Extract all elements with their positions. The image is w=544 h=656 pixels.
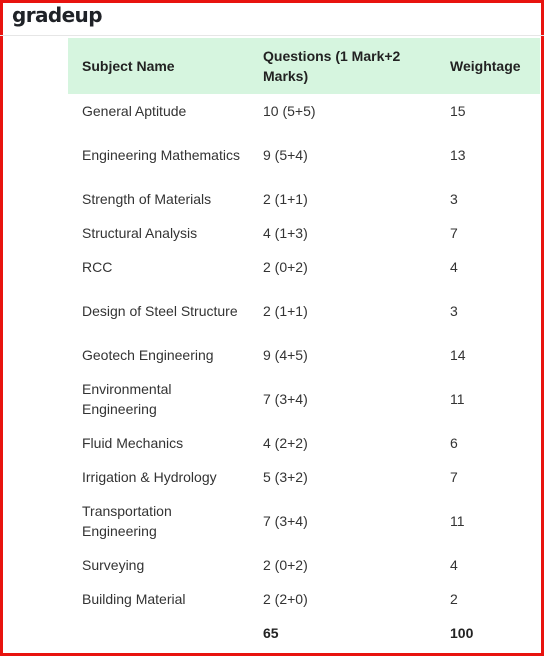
- cell-weightage: 3: [450, 191, 458, 207]
- total-questions: 65: [263, 625, 279, 641]
- cell-weightage: 11: [450, 513, 465, 529]
- cell-weightage: 7: [450, 225, 458, 241]
- weightage-table: [68, 38, 540, 650]
- table-row: [68, 128, 540, 182]
- cell-subject: Building Material: [82, 591, 186, 607]
- cell-questions: 7 (3+4): [263, 391, 308, 407]
- cell-questions: 4 (1+3): [263, 225, 308, 241]
- header-questions: Questions (1 Mark+2 Marks): [249, 38, 436, 94]
- table-row: [68, 372, 540, 426]
- total-label: [68, 616, 249, 650]
- cell-weightage: 4: [450, 557, 458, 573]
- cell-questions: 2 (1+1): [263, 191, 308, 207]
- table-row: [68, 426, 540, 460]
- cell-subject: Irrigation & Hydrology: [82, 469, 217, 485]
- cell-weightage: 11: [450, 391, 465, 407]
- cell-questions: 2 (0+2): [263, 557, 308, 573]
- cell-weightage: 13: [450, 147, 466, 163]
- cell-weightage: 2: [450, 591, 458, 607]
- table-row: [68, 548, 540, 582]
- total-weightage: 100: [450, 625, 474, 641]
- cell-weightage: 15: [450, 103, 466, 119]
- cell-questions: 2 (0+2): [263, 259, 308, 275]
- cell-subject: RCC: [82, 259, 113, 275]
- cell-questions: 5 (3+2): [263, 469, 308, 485]
- table-row: [68, 460, 540, 494]
- table-row: [68, 284, 540, 338]
- cell-subject: Strength of Materials: [82, 191, 212, 207]
- syllabus-weightage-section: [68, 38, 540, 650]
- cell-questions: 10 (5+5): [263, 103, 316, 119]
- table-row: [68, 338, 540, 372]
- table-row: [68, 216, 540, 250]
- cell-subject: Transportation Engineering: [82, 503, 172, 539]
- cell-subject: Structural Analysis: [82, 225, 198, 241]
- header-weightage: Weightage: [436, 38, 540, 94]
- table-row: [68, 182, 540, 216]
- table-header-row: [68, 38, 540, 94]
- header-divider: [0, 35, 544, 36]
- table-total-row: [68, 616, 540, 650]
- cell-weightage: 3: [450, 303, 458, 319]
- table-row: [68, 94, 540, 128]
- cell-subject: Surveying: [82, 557, 145, 573]
- cell-questions: 9 (5+4): [263, 147, 308, 163]
- header-subject-name: Subject Name: [68, 38, 249, 94]
- cell-questions: 9 (4+5): [263, 347, 308, 363]
- cell-weightage: 14: [450, 347, 466, 363]
- cell-subject: Engineering Mathematics: [82, 147, 240, 163]
- table-row: [68, 582, 540, 616]
- cell-subject: General Aptitude: [82, 103, 187, 119]
- table-row: [68, 494, 540, 548]
- cell-questions: 2 (2+0): [263, 591, 308, 607]
- cell-subject: Geotech Engineering: [82, 347, 214, 363]
- cell-weightage: 4: [450, 259, 458, 275]
- cell-subject: Design of Steel Structure: [82, 303, 238, 319]
- cell-questions: 2 (1+1): [263, 303, 308, 319]
- cell-weightage: 6: [450, 435, 458, 451]
- cell-subject: Fluid Mechanics: [82, 435, 184, 451]
- cell-subject: Environmental Engineering: [82, 381, 172, 417]
- cell-questions: 4 (2+2): [263, 435, 308, 451]
- cell-questions: 7 (3+4): [263, 513, 308, 529]
- cell-weightage: 7: [450, 469, 458, 485]
- table-row: [68, 250, 540, 284]
- gradeup-logo[interactable]: gradeup: [12, 3, 102, 27]
